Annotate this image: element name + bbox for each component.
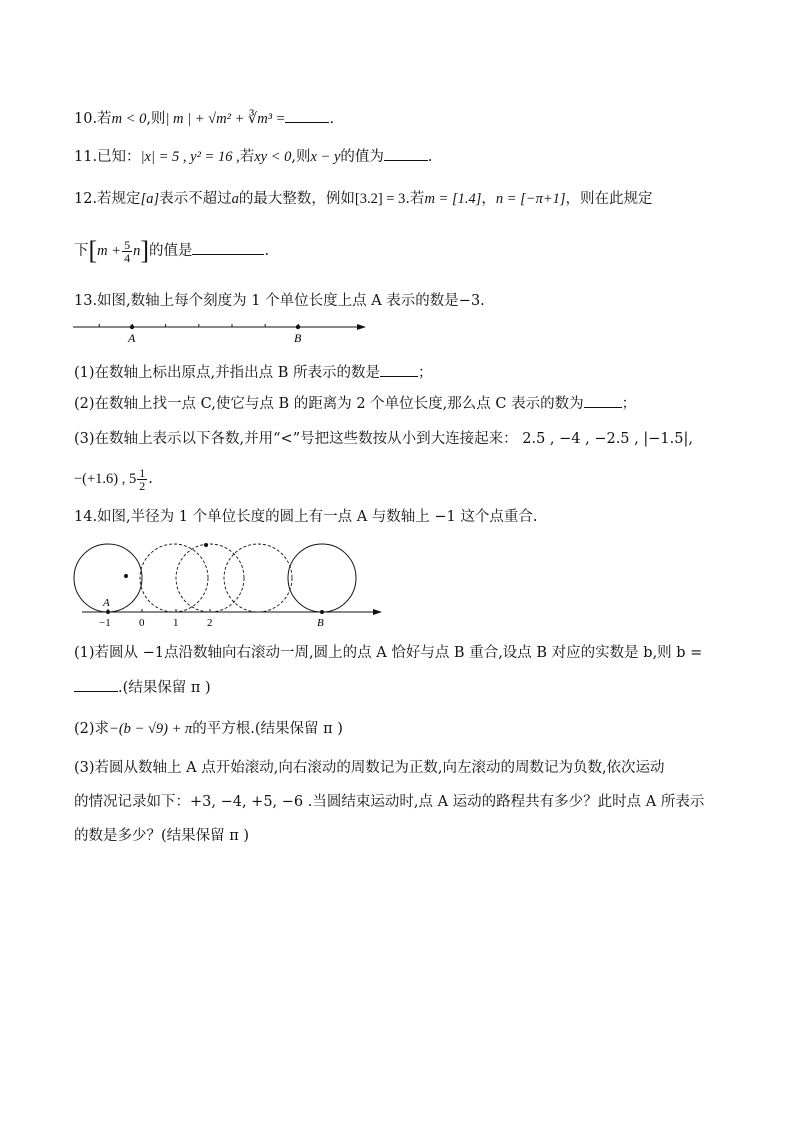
q13-label-b: B <box>294 331 302 345</box>
q12-line2-text: 的值是 <box>148 243 193 259</box>
q11-condition-2: xy < 0 <box>254 149 292 165</box>
q12-fraction <box>122 239 132 264</box>
q12-frac-den: 4 <box>124 250 131 265</box>
q13-part-3-cont <box>74 464 153 494</box>
q14-tick-label: −1 <box>99 617 111 629</box>
q14-p1-blank[interactable] <box>74 677 118 692</box>
q14-p1-note: .(结果保留 π ) <box>118 680 211 696</box>
q11-suffix: 的值为 <box>340 149 384 165</box>
q12-expr-post: n <box>133 243 141 259</box>
q11-prefix: 11.已知： <box>74 149 141 165</box>
q14-point-b-dot <box>320 610 324 614</box>
q14-p2-prefix: (2)求 <box>74 721 110 737</box>
q14-circle-end <box>288 544 356 612</box>
q13-part-3: (3)在数轴上表示以下各数,并用“<”号把这些数按从小到大连接起来： 2.5 , −4 , −2.5 , |−1.5|, <box>74 431 693 447</box>
q12-separator: ， <box>481 191 496 207</box>
q11-target: x − y <box>310 149 341 165</box>
q13-p2-text: (2)在数轴上找一点 C,使它与点 B 的距离为 2 个单位长度,那么点 C 表示的数为 <box>74 396 584 412</box>
q14-part-1-cont <box>74 677 211 699</box>
q12-bracket-open: [ <box>88 236 98 265</box>
q14-p2-suffix: 的平方根.(结果保留 π ) <box>192 721 343 737</box>
q14-part-3-line-2: 的情况记录如下：+3, −4, +5, −6 .当圆结束运动时,点 A 运动的路程共有多少？此时点 A 所表示 <box>74 794 705 810</box>
question-11 <box>74 146 432 168</box>
q12-text-d: .若 <box>405 191 425 207</box>
q13-title: 13.如图,数轴上每个刻度为 1 个单位长度上点 A 表示的数是−3. <box>74 293 485 309</box>
q11-condition-1: |x| = 5 , y² = 16 , <box>140 149 240 165</box>
q10-condition: m < 0 <box>111 111 147 127</box>
q14-title: 14.如图,半径为 1 个单位长度的圆上有一点 A 与数轴上 −1 这个点重合. <box>74 509 538 525</box>
q12-text-b: 表示不超过 <box>159 191 232 207</box>
question-12-line-1 <box>74 188 653 210</box>
question-12-line-2 <box>74 236 269 266</box>
q12-frac-num: 5 <box>124 237 131 252</box>
q13-label-a: A <box>128 331 136 345</box>
q12-text-e: ，则在此规定 <box>565 191 653 207</box>
q13-part-1 <box>74 362 433 384</box>
q13-number-line <box>70 316 370 346</box>
q14-rolling-point-2 <box>204 543 208 547</box>
q14-rolling-circle-figure <box>70 538 390 630</box>
q12-example: [3.2] = 3 <box>354 191 406 207</box>
q12-var-a: a <box>231 191 239 207</box>
q13-p3b-fraction <box>137 467 147 492</box>
q12-text-c: 的最大整数，例如 <box>238 191 355 207</box>
q12-m-definition: m = [1.4] <box>424 191 482 207</box>
q13-axis-arrow-icon <box>357 324 366 330</box>
q13-point-b-dot <box>296 325 300 329</box>
q11-answer-blank[interactable] <box>384 146 428 161</box>
q14-rolling-point-1 <box>124 574 128 578</box>
q14-circle-dashed-1 <box>140 544 208 612</box>
q14-tick-label: 0 <box>139 617 145 629</box>
q13-p1-blank[interactable] <box>380 362 418 377</box>
q13-part-2 <box>74 393 636 415</box>
q14-part-1: (1)若圆从 −1点沿数轴向右滚动一周,圆上的点 A 恰好与点 B 重合,设点 B 对应的实数是 b,则 b = <box>74 645 703 661</box>
q12-bracket-close: ] <box>140 236 149 265</box>
q12-bracket-a: [a] <box>140 191 160 207</box>
q13-p1-text: (1)在数轴上标出原点,并指出点 B 所表示的数是 <box>74 365 381 381</box>
q10-mid: ,则 <box>146 111 166 127</box>
q13-p2-blank[interactable] <box>584 393 622 408</box>
q12-text-a: 12.若规定 <box>74 191 141 207</box>
q14-tick-label: 2 <box>207 617 213 629</box>
q13-p3b-frac-den: 2 <box>139 478 146 493</box>
q13-point-a-dot <box>130 325 134 329</box>
q12-n-definition: n = [−π+1] <box>495 191 566 207</box>
q12-line2-prefix: 下 <box>74 243 89 259</box>
q14-axis-arrow-icon <box>373 609 382 615</box>
q12-end: . <box>264 243 270 259</box>
q13-p3b-frac-num: 1 <box>139 465 146 480</box>
q11-mid: 若 <box>239 149 255 165</box>
q14-label-b: B <box>317 617 324 629</box>
q11-end: . <box>427 149 433 165</box>
q14-part-3-line-3: 的数是多少？(结果保留 π ) <box>74 828 250 844</box>
q13-p3b-end: . <box>148 471 153 487</box>
q14-label-a: A <box>103 597 110 609</box>
q14-tick-label: 1 <box>173 617 179 629</box>
question-10 <box>74 108 334 130</box>
q13-p1-end: ； <box>418 365 433 381</box>
q14-part-3-line-1: (3)若圆从数轴上 A 点开始滚动,向右滚动的周数记为正数,向左滚动的周数记为负数,依次运动 <box>74 760 665 776</box>
q10-answer-blank[interactable] <box>285 108 329 123</box>
q10-prefix: 10.若 <box>74 111 112 127</box>
q10-suffix: . <box>329 111 335 127</box>
q14-p2-expression: −(b − √9) + π <box>109 721 193 737</box>
q10-expression: | m | + √m² + ∛m³ = <box>165 111 286 127</box>
q11-mid-2: ,则 <box>291 149 311 165</box>
q14-part-2 <box>74 718 343 740</box>
q13-p3b-numbers: −(+1.6) , 5 <box>74 471 137 487</box>
q12-expr-pre: m + <box>97 243 122 259</box>
q13-p2-end: ； <box>621 396 637 412</box>
q12-answer-blank[interactable] <box>192 240 264 255</box>
